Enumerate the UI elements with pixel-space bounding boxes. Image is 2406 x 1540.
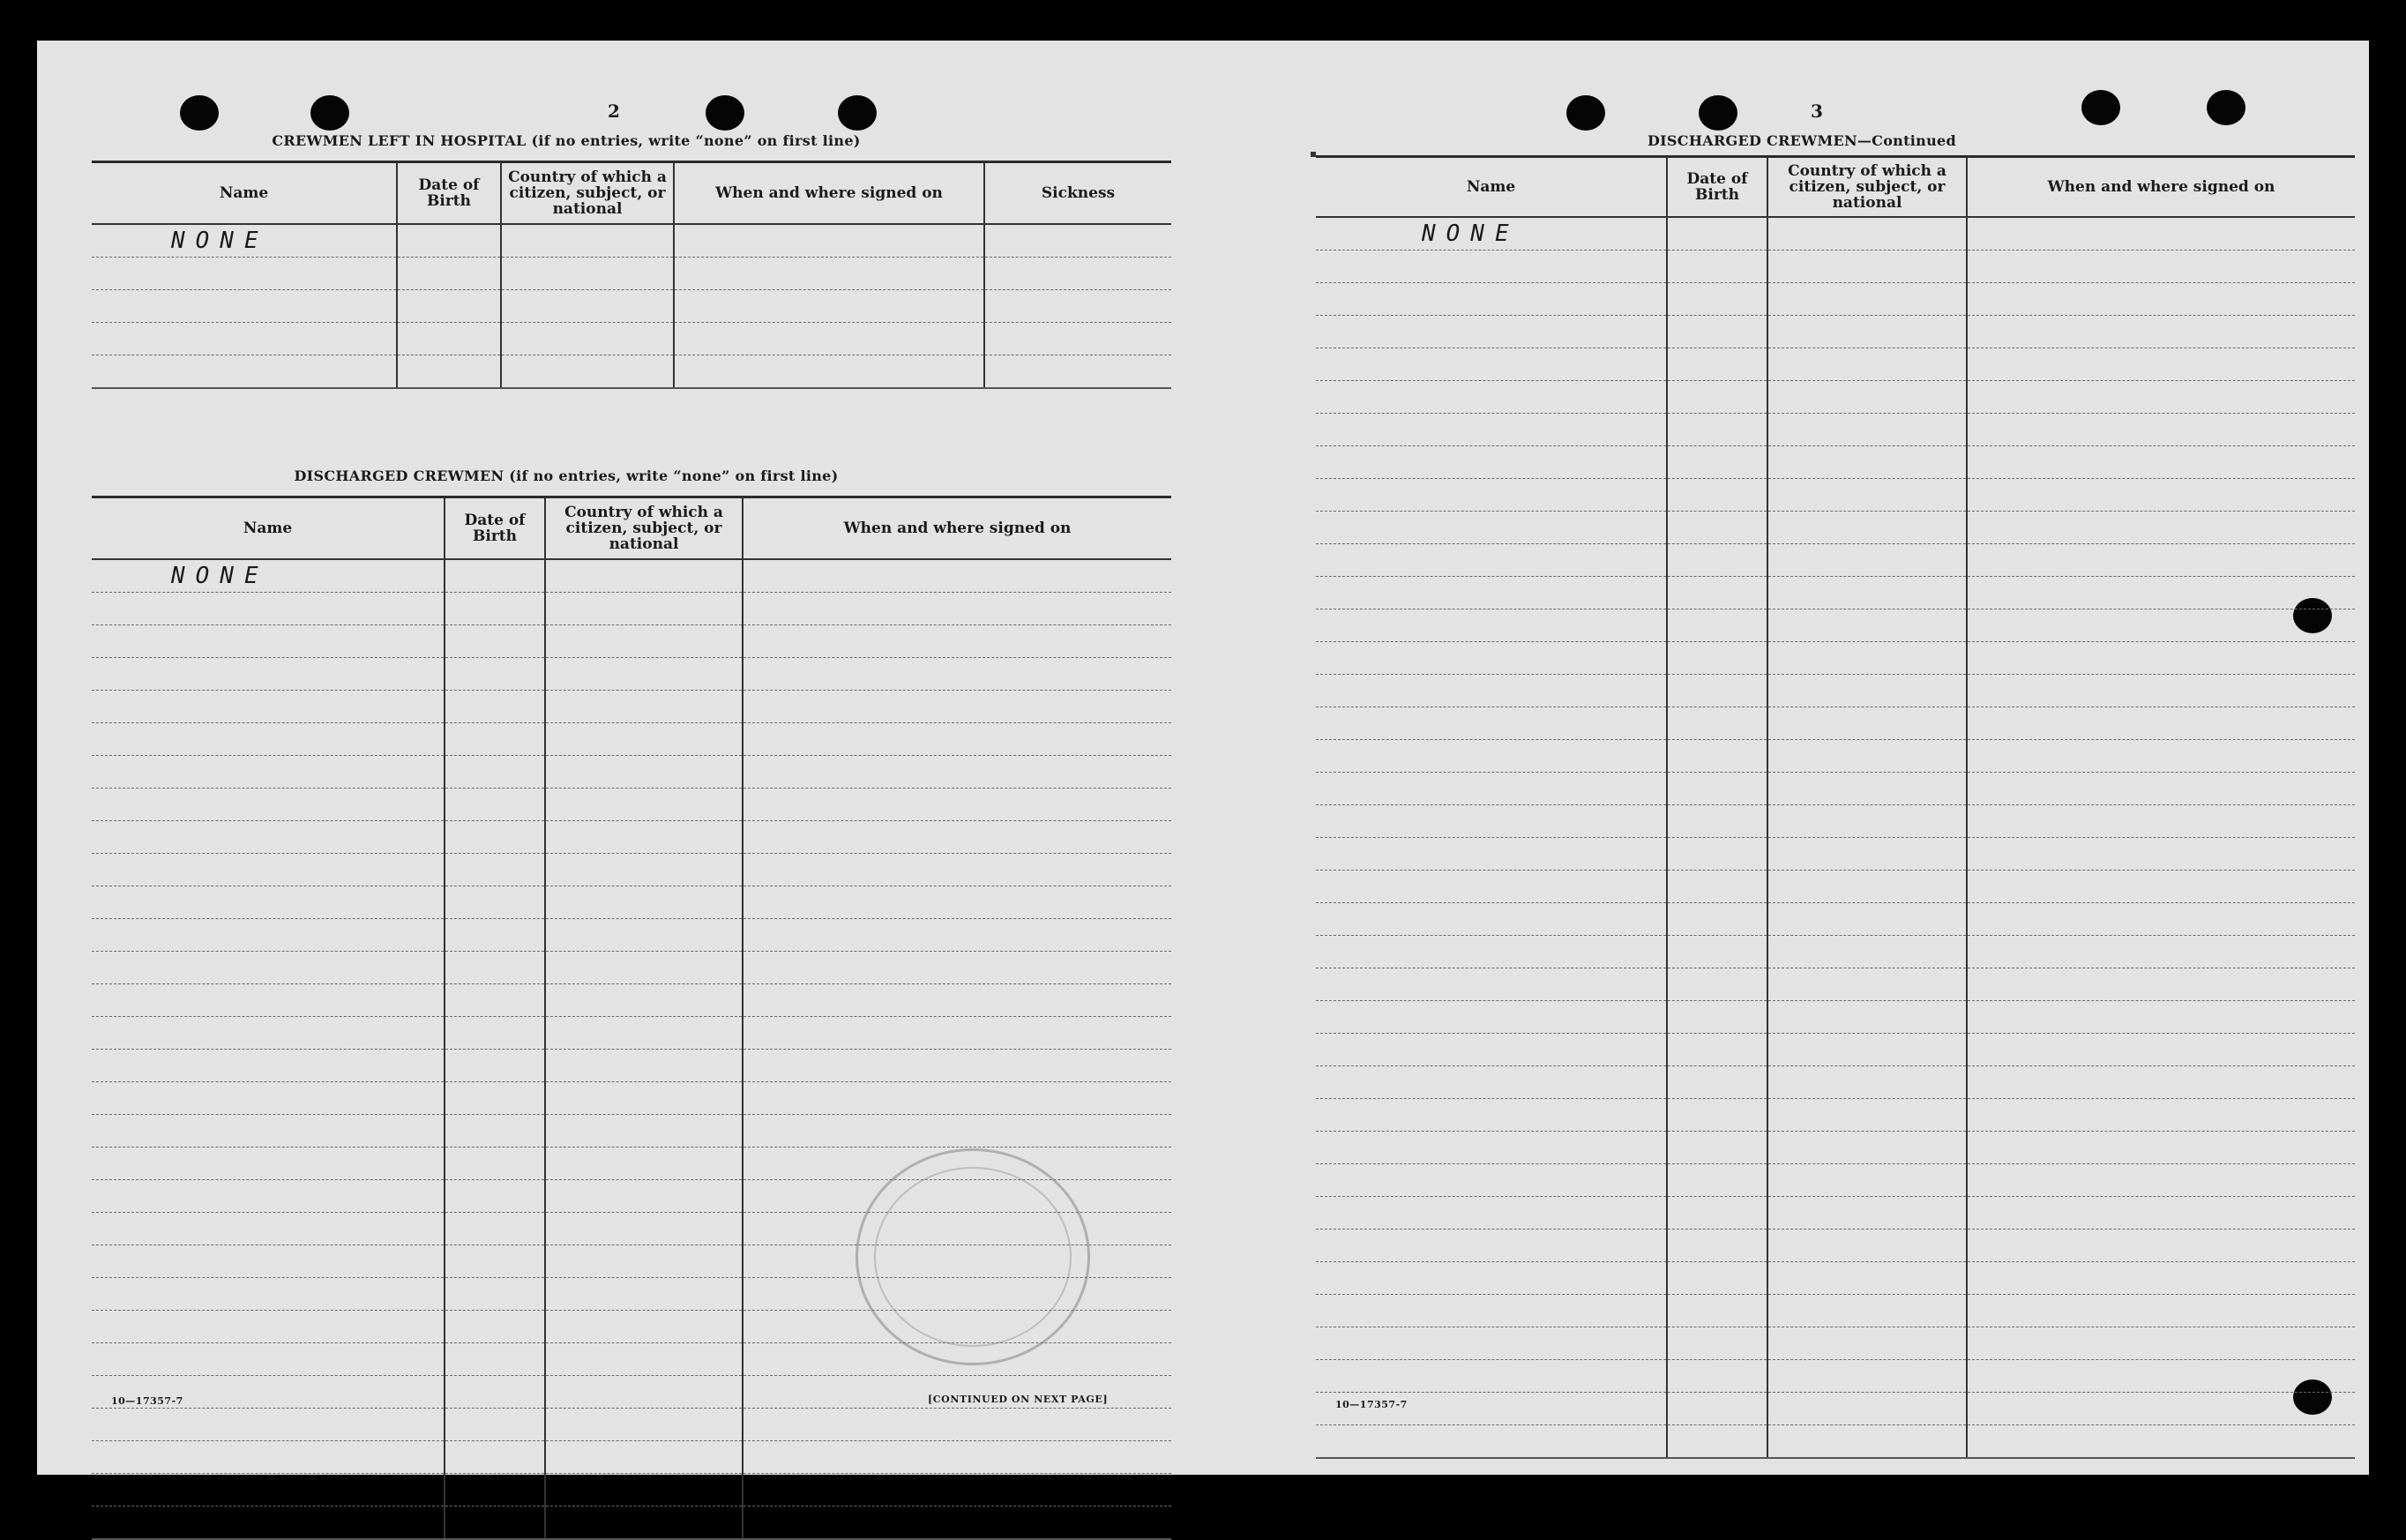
handwritten-entry: NONE	[92, 224, 397, 258]
col-signed-on: When and where signed on	[743, 497, 1171, 559]
col-country: Country of which a citizen, subject, or national	[1767, 157, 1967, 217]
col-date-of-birth: Date of Birth	[1667, 157, 1767, 217]
col-date-of-birth: Date of Birth	[445, 497, 545, 559]
col-name: Name	[1316, 157, 1667, 217]
col-date-of-birth: Date of Birth	[397, 162, 501, 224]
col-country: Country of which a citizen, subject, or national	[501, 162, 674, 224]
discharged-section-title: DISCHARGED CREWMEN (if no entries, write “none” on first line)	[294, 467, 839, 484]
right-page	[1219, 41, 2369, 1475]
page-number: 3	[1811, 101, 1823, 122]
col-name: Name	[92, 162, 397, 224]
hospital-table	[92, 161, 1171, 389]
document-sheet	[37, 41, 2369, 1475]
col-signed-on: When and where signed on	[674, 162, 984, 224]
col-sickness: Sickness	[984, 162, 1171, 224]
faded-stamp	[856, 1148, 1090, 1365]
left-page	[37, 41, 1166, 1475]
handwritten-entry: NONE	[1316, 217, 1667, 250]
col-name: Name	[92, 497, 445, 559]
hospital-section-title: CREWMEN LEFT IN HOSPITAL (if no entries, write “none” on first line)	[272, 132, 861, 149]
discharged-continued-table	[1316, 155, 2355, 1459]
col-signed-on: When and where signed on	[1967, 157, 2355, 217]
handwritten-entry: NONE	[92, 559, 445, 593]
discharged-table	[92, 496, 1171, 1540]
form-code: 10—17357-7	[111, 1395, 183, 1407]
col-country: Country of which a citizen, subject, or national	[545, 497, 743, 559]
page-number: 2	[608, 101, 620, 122]
discharged-continued-title: DISCHARGED CREWMEN—Continued	[1647, 132, 1957, 149]
form-code: 10—17357-7	[1335, 1399, 1408, 1410]
continued-note: [CONTINUED ON NEXT PAGE]	[928, 1394, 1109, 1405]
